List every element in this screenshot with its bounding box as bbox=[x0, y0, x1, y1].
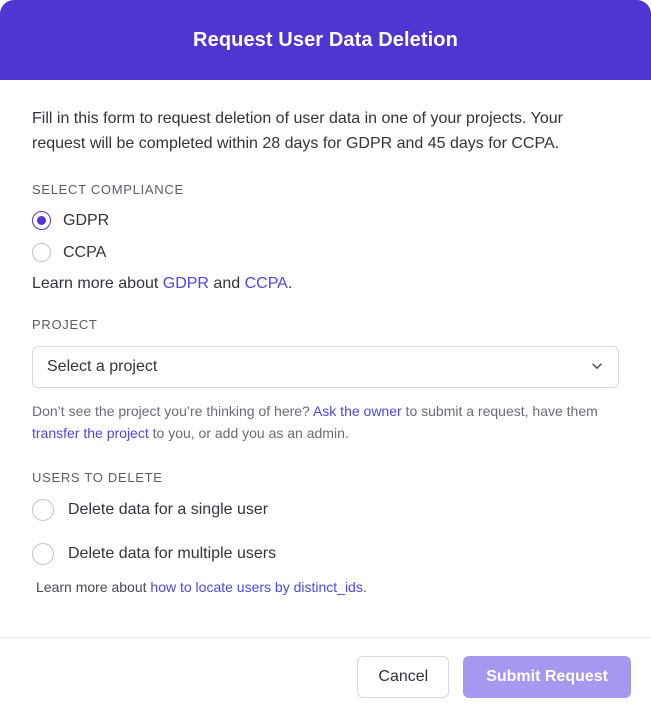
transfer-the-project-link[interactable]: transfer the project bbox=[32, 425, 149, 441]
project-hint bbox=[32, 400, 612, 444]
users-learn-more bbox=[36, 579, 619, 595]
gdpr-link[interactable]: GDPR bbox=[162, 275, 209, 292]
radio-gdpr-label: GDPR bbox=[63, 211, 110, 229]
radio-gdpr-indicator[interactable] bbox=[32, 211, 51, 230]
project-select-value: Select a project bbox=[47, 358, 158, 375]
select-compliance-label: SELECT COMPLIANCE bbox=[32, 182, 184, 197]
radio-single-user-indicator[interactable] bbox=[32, 499, 54, 521]
ccpa-link[interactable]: CCPA bbox=[244, 275, 288, 292]
radio-multiple-users-indicator[interactable] bbox=[32, 543, 54, 565]
ask-the-owner-link[interactable]: Ask the owner bbox=[312, 403, 402, 419]
modal-body bbox=[0, 80, 651, 637]
project-hint-part-2: to submit a request, have them bbox=[401, 403, 598, 419]
radio-ccpa-indicator[interactable] bbox=[32, 243, 51, 262]
radio-single-user-label: Delete data for a single user bbox=[68, 501, 269, 518]
submit-request-button[interactable]: Submit Request bbox=[463, 656, 631, 698]
radio-option-multiple-users[interactable] bbox=[32, 543, 619, 565]
radio-option-gdpr[interactable] bbox=[32, 211, 619, 230]
project-hint-part-1: Don’t see the project you’re thinking of here? bbox=[32, 403, 313, 419]
users-learn-prefix: Learn more about bbox=[36, 579, 151, 595]
compliance-learn-suffix: . bbox=[287, 275, 293, 292]
project-label: PROJECT bbox=[32, 317, 98, 332]
compliance-learn-more bbox=[32, 275, 619, 293]
modal-footer bbox=[0, 637, 651, 715]
radio-option-ccpa[interactable] bbox=[32, 243, 619, 262]
users-learn-suffix: . bbox=[362, 579, 367, 595]
intro-text: Fill in this form to request deletion of user data in one of your projects. Your request will be completed within 28 days for GDPR and 45 days for CCPA. bbox=[32, 110, 563, 152]
users-to-delete-label: USERS TO DELETE bbox=[32, 470, 163, 485]
project-select-wrap bbox=[32, 346, 619, 388]
cancel-button[interactable]: Cancel bbox=[357, 656, 449, 698]
project-select[interactable] bbox=[32, 346, 619, 388]
radio-option-single-user[interactable] bbox=[32, 499, 619, 521]
modal-header bbox=[0, 0, 651, 80]
compliance-learn-mid: and bbox=[208, 275, 245, 292]
distinct-ids-help-link[interactable]: how to locate users by distinct_ids bbox=[150, 579, 363, 595]
page-title: Request User Data Deletion bbox=[193, 28, 458, 51]
chevron-down-icon bbox=[590, 359, 604, 375]
compliance-learn-prefix: Learn more about bbox=[32, 275, 163, 292]
radio-multiple-users-label: Delete data for multiple users bbox=[68, 545, 277, 562]
project-hint-part-3: to you, or add you as an admin. bbox=[148, 425, 349, 441]
radio-ccpa-label: CCPA bbox=[63, 243, 107, 261]
